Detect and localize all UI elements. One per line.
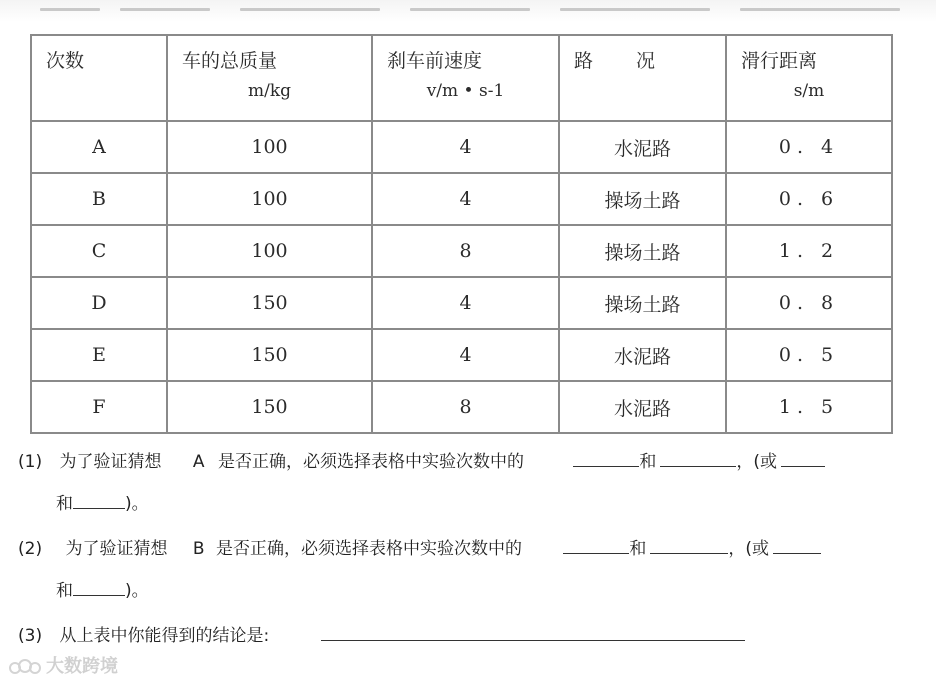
cell-speed: 8	[372, 225, 559, 277]
cell-mass: 100	[167, 173, 372, 225]
cell-distance: 1. 5	[726, 381, 892, 433]
table-row	[31, 277, 892, 329]
answer-blank-1a[interactable]	[573, 450, 639, 467]
table-row	[31, 381, 892, 433]
table-row	[31, 121, 892, 173]
cell-road: 操场土路	[559, 173, 726, 225]
cell-distance: 0. 6	[726, 173, 892, 225]
question-2-line-1: (2) 为了验证猜想 B 是否正确，必须选择表格中实验次数中的 和 ，(或	[18, 534, 821, 559]
cell-speed: 8	[372, 381, 559, 433]
header-trial: 次数	[31, 35, 167, 121]
header-road: 路 况	[559, 35, 726, 121]
answer-blank-2c[interactable]	[773, 537, 821, 554]
cell-trial: D	[31, 277, 167, 329]
question-1-line-1: (1) 为了验证猜想 A 是否正确，必须选择表格中实验次数中的 和 ，(或	[18, 447, 825, 472]
cell-road: 操场土路	[559, 277, 726, 329]
cell-trial: A	[31, 121, 167, 173]
cell-mass: 100	[167, 225, 372, 277]
cell-trial: B	[31, 173, 167, 225]
cell-mass: 150	[167, 381, 372, 433]
question-1-line-2: 和 )。	[56, 494, 149, 514]
cell-speed: 4	[372, 173, 559, 225]
cell-speed: 4	[372, 329, 559, 381]
cell-trial: F	[31, 381, 167, 433]
table-row	[31, 329, 892, 381]
question-3: (3) 从上表中你能得到的结论是:	[18, 621, 745, 646]
answer-blank-3[interactable]	[321, 624, 745, 641]
header-distance: 滑行距离 s/m	[726, 35, 892, 121]
answer-blank-2d[interactable]	[73, 579, 125, 596]
cropped-text-strip	[0, 0, 936, 22]
cell-trial: C	[31, 225, 167, 277]
cell-distance: 1. 2	[726, 225, 892, 277]
answer-blank-2b[interactable]	[650, 537, 728, 554]
cell-distance: 0. 8	[726, 277, 892, 329]
cell-road: 水泥路	[559, 381, 726, 433]
cell-distance: 0. 4	[726, 121, 892, 173]
cell-mass: 150	[167, 329, 372, 381]
header-speed: 刹车前速度 v/m • s-1	[372, 35, 559, 121]
cell-mass: 100	[167, 121, 372, 173]
cell-speed: 4	[372, 277, 559, 329]
answer-blank-1b[interactable]	[660, 450, 736, 467]
cell-road: 水泥路	[559, 121, 726, 173]
answer-blank-2a[interactable]	[563, 537, 629, 554]
cell-road: 水泥路	[559, 329, 726, 381]
cell-road: 操场土路	[559, 225, 726, 277]
cell-distance: 0. 5	[726, 329, 892, 381]
answer-blank-1c[interactable]	[781, 450, 825, 467]
table-row	[31, 225, 892, 277]
cell-speed: 4	[372, 121, 559, 173]
cloud-logo-icon	[8, 658, 42, 676]
cell-mass: 150	[167, 277, 372, 329]
question-2-line-2: 和 )。	[56, 581, 149, 601]
experiment-table	[30, 34, 893, 434]
header-mass: 车的总质量 m/kg	[167, 35, 372, 121]
cell-trial: E	[31, 329, 167, 381]
watermark: 大数跨境	[8, 652, 118, 678]
table-row	[31, 173, 892, 225]
answer-blank-1d[interactable]	[73, 492, 125, 509]
table-header-row	[31, 35, 892, 121]
